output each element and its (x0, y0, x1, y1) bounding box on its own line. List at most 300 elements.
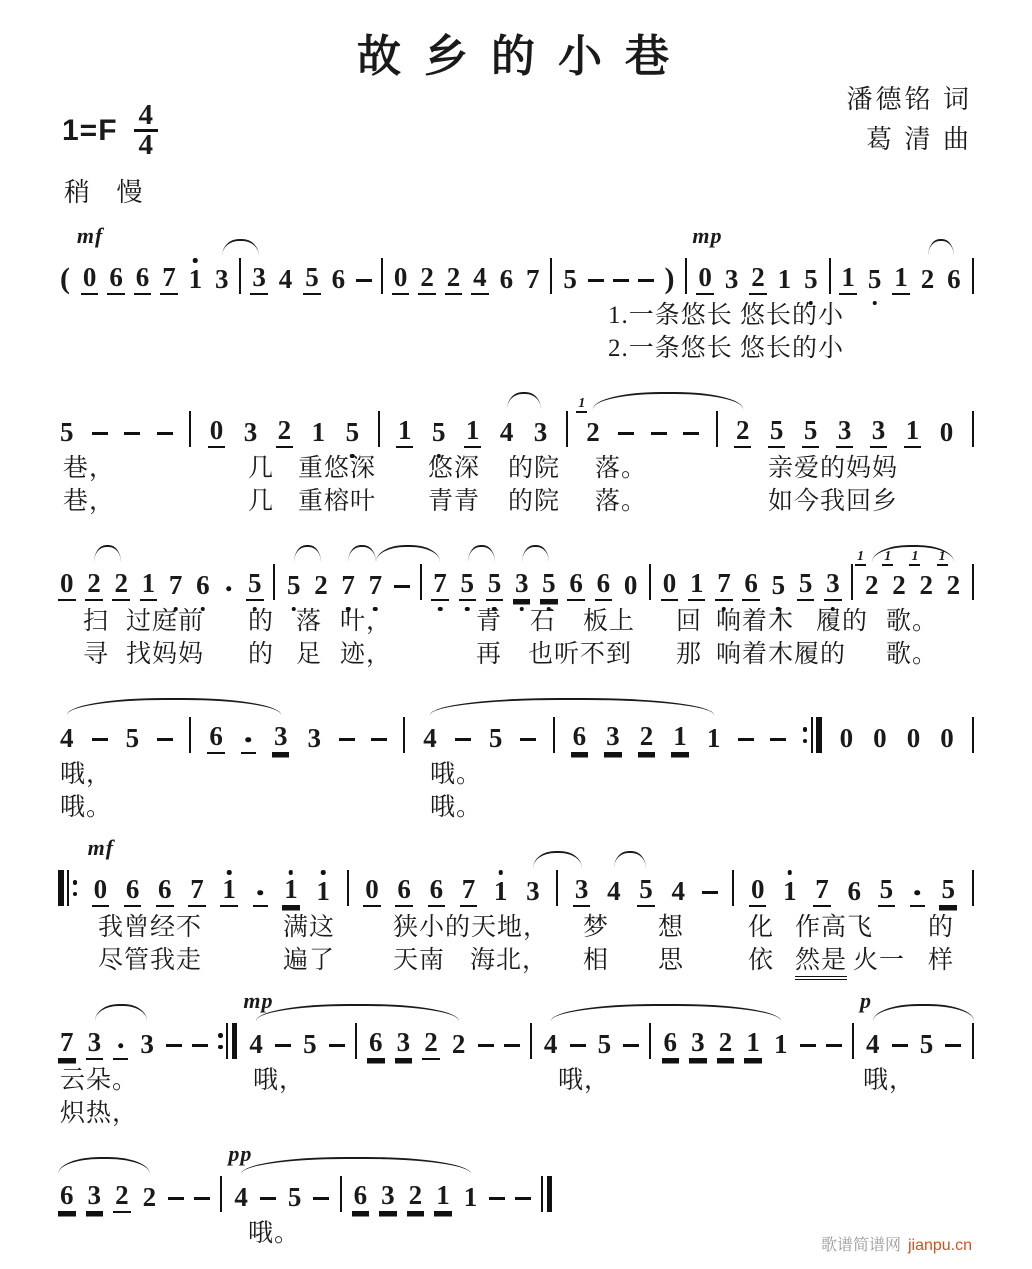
barline (273, 563, 275, 601)
note-glyph: 0 (661, 567, 679, 601)
repeat-start-barline (58, 869, 77, 907)
note-glyph (489, 1197, 505, 1201)
lyric-segment: 相 (583, 947, 610, 974)
barline (220, 1175, 222, 1213)
dash-note (651, 410, 667, 448)
note-2 (450, 1022, 468, 1060)
note-1 (892, 257, 910, 295)
note-glyph: 3 (379, 1179, 397, 1213)
note-5 (878, 869, 896, 907)
note-glyph: 7 (168, 570, 183, 600)
note-7 (339, 563, 357, 601)
note-glyph: 1 (464, 414, 482, 448)
dash-note (638, 257, 654, 295)
note-glyph (92, 432, 108, 436)
note-glyph: 5 (345, 417, 360, 447)
system (58, 1139, 974, 1246)
note-0 (208, 410, 226, 448)
note-glyph (313, 1197, 329, 1201)
lyric-segment: 梦 (583, 914, 610, 941)
barline (972, 410, 974, 448)
lyric-row (58, 295, 974, 328)
note-7 (58, 1022, 76, 1060)
note-5 (303, 257, 321, 295)
lyric-row (58, 754, 974, 787)
note-glyph: 6 (58, 1179, 76, 1213)
note-6 (134, 257, 152, 295)
token-row (58, 1141, 553, 1213)
note-glyph: 4 (278, 264, 293, 294)
note-glyph (329, 1044, 345, 1048)
note-glyph (166, 1044, 182, 1048)
repeat-end-barline (803, 716, 822, 754)
lyric-segment: 云朵。 (60, 1067, 139, 1094)
dot-note (241, 716, 256, 754)
note-glyph: 6 (156, 873, 174, 907)
note-3 (379, 1175, 397, 1213)
dash-note (892, 1022, 908, 1060)
note-4 (605, 869, 623, 907)
dash-note (515, 1175, 531, 1213)
note-6 (595, 563, 613, 601)
token-row (58, 988, 974, 1060)
note-glyph: 2 (276, 414, 294, 448)
lyric-segment: 的 (928, 914, 955, 941)
barline (239, 257, 241, 295)
note-glyph: 6 (595, 567, 613, 601)
note-1 (492, 869, 510, 907)
lyric-segment: 1.一条悠长 悠长的小 (608, 302, 845, 329)
note-glyph (92, 738, 108, 742)
note-glyph: 3 (140, 1029, 154, 1059)
note-glyph: 7 (526, 264, 540, 294)
note-7 (460, 869, 478, 907)
system (58, 374, 974, 514)
note-1 (282, 869, 300, 907)
note-5 (344, 410, 362, 448)
note-0 (938, 410, 956, 448)
barline (553, 716, 555, 754)
note-5 (286, 1175, 304, 1213)
note-glyph: 2 (85, 567, 103, 601)
dynamic-marking: mf (76, 223, 104, 248)
note-3 (870, 410, 888, 448)
note-glyph: 4 (866, 1029, 880, 1059)
lyric-segment: 然是 (795, 940, 847, 980)
note-0 (838, 716, 856, 754)
barline (530, 1022, 532, 1060)
note-glyph: 1 (839, 261, 857, 295)
token-row (58, 549, 974, 601)
note-5 (58, 410, 76, 448)
note-2 (911, 549, 935, 601)
note-glyph: 3 (243, 417, 258, 447)
note-glyph (613, 279, 629, 283)
note-glyph: 3 (526, 876, 540, 906)
system (58, 680, 974, 820)
lyric-segment: 足 (296, 641, 323, 668)
note-glyph: 0 (363, 873, 381, 907)
lyric-segment: 悠深 (428, 455, 481, 482)
slur-arc (430, 698, 714, 715)
note-glyph (194, 1197, 210, 1201)
note-glyph: 6 (742, 567, 760, 601)
note-glyph (588, 279, 604, 283)
note-glyph: 3 (250, 261, 268, 295)
lyric-segment: 青青 (428, 488, 481, 515)
note-glyph: 1 (744, 1026, 762, 1060)
note-glyph: 7 (715, 567, 733, 601)
note-6 (156, 869, 174, 907)
note-1 (705, 716, 723, 754)
note-glyph: 3 (573, 873, 591, 907)
note-1 (314, 869, 332, 907)
barline (355, 1022, 357, 1060)
note-3 (532, 410, 550, 448)
note-4 (228, 1141, 253, 1213)
system (58, 527, 974, 667)
note-6 (207, 716, 225, 754)
lyric-segment: 几 (248, 455, 275, 482)
dash-note (92, 716, 108, 754)
note-2 (919, 257, 937, 295)
note-2 (113, 1175, 131, 1213)
system (58, 833, 974, 973)
octave-dot-high (498, 870, 503, 875)
note-glyph: 4 (543, 1029, 558, 1059)
slur-arc (872, 545, 954, 562)
lyric-segment: 我曾经不 (98, 914, 203, 941)
dynamic-marking: p (860, 988, 872, 1013)
note-glyph: 3 (86, 1026, 104, 1060)
note-1 (396, 410, 414, 448)
note-glyph: 4 (60, 723, 74, 753)
note-4 (542, 1022, 560, 1060)
watermark-link[interactable]: jianpu.cn (907, 1237, 972, 1254)
note-glyph: 2 (314, 570, 328, 600)
note-glyph (192, 1044, 208, 1048)
note-glyph: 5 (286, 570, 301, 600)
note-3 (86, 1175, 104, 1213)
note-glyph: 0 (392, 261, 410, 295)
lyric-segment: 海北， (470, 947, 549, 974)
note-1 (776, 257, 794, 295)
barline (566, 410, 568, 448)
note-glyph: 5 (246, 567, 264, 601)
note-5 (124, 716, 142, 754)
lyric-segment: 满这 (283, 914, 336, 941)
lyric-segment: 响着木履的 (716, 641, 847, 668)
note-2 (85, 563, 103, 601)
note-glyph: 4 (671, 876, 685, 906)
note-glyph: 5 (797, 567, 815, 601)
note-5 (768, 410, 786, 448)
dash-note (613, 257, 629, 295)
note-3 (524, 869, 542, 907)
note-glyph: 1 (493, 876, 508, 906)
note-glyph: 1 (777, 264, 792, 294)
slur-arc (551, 1004, 781, 1021)
music-line (58, 221, 974, 295)
note-glyph: 1 (188, 264, 203, 294)
note-glyph: 3 (513, 567, 531, 601)
lyric-segment: 狭小的天地， (393, 914, 550, 941)
barline (649, 563, 651, 601)
credits (846, 80, 972, 160)
note-glyph: 5 (125, 723, 140, 753)
note-glyph: 2 (920, 264, 935, 294)
dynamic-marking: pp (228, 1141, 253, 1166)
note-glyph (702, 891, 718, 895)
note-glyph: 6 (367, 1026, 385, 1060)
open-paren (58, 257, 72, 295)
final-barline (541, 1175, 552, 1213)
note-glyph: 2 (113, 1179, 131, 1213)
lyric-segment: 炽热， (60, 1100, 139, 1127)
barline (972, 869, 974, 907)
slur-arc (348, 545, 376, 562)
dash-note (339, 716, 355, 754)
note-0 (622, 563, 640, 601)
note-4 (471, 257, 489, 295)
note-glyph: 5 (804, 264, 818, 294)
note-glyph: 0 (873, 723, 887, 753)
note-1 (744, 1022, 762, 1060)
note-glyph: 3 (395, 1026, 413, 1060)
note-glyph: 2 (638, 720, 656, 754)
note-1 (140, 563, 158, 601)
note-glyph: 2 (451, 1029, 466, 1059)
music-line (58, 680, 974, 754)
meta-row (58, 86, 974, 172)
dash-note (945, 1022, 961, 1060)
note-glyph: ) (664, 262, 675, 295)
dash-note (166, 1022, 182, 1060)
note-glyph: 5 (939, 873, 957, 907)
note-glyph: 1 (892, 261, 910, 295)
note-glyph: 6 (134, 261, 152, 295)
note-glyph: 6 (395, 873, 413, 907)
note-7 (715, 563, 733, 601)
note-0 (392, 257, 410, 295)
note-glyph: 0 (92, 873, 110, 907)
dynamic-marking: mp (243, 988, 274, 1013)
note-glyph: ( (60, 262, 70, 295)
dash-note (702, 869, 718, 907)
note-glyph (157, 738, 173, 742)
note-7 (188, 869, 206, 907)
note-3 (306, 716, 324, 754)
lyric-segment: 哦， (863, 1067, 916, 1094)
note-glyph: 0 (940, 723, 954, 753)
token-row (58, 223, 974, 295)
note-glyph (683, 432, 699, 436)
note-glyph: 2 (445, 261, 463, 295)
note-1 (781, 869, 799, 907)
note-2 (112, 563, 130, 601)
note-4 (498, 410, 516, 448)
note-glyph: 3 (272, 720, 290, 754)
barline (972, 716, 974, 754)
note-glyph (892, 1044, 908, 1048)
note-glyph: 6 (499, 264, 514, 294)
note-glyph: 3 (604, 720, 622, 754)
note-glyph: 0 (623, 570, 638, 600)
lyric-segment: 响着木 (716, 608, 795, 635)
lyric-segment: 石 (530, 608, 557, 635)
note-1 (772, 1022, 790, 1060)
note-glyph (520, 738, 536, 742)
slur-arc (593, 392, 743, 409)
note-glyph: 2 (749, 261, 767, 295)
note-1 (220, 869, 238, 907)
slur-arc (533, 851, 582, 868)
note-3 (689, 1022, 707, 1060)
note-6 (845, 869, 863, 907)
score (58, 221, 974, 1246)
note-2 (141, 1175, 159, 1213)
note-2 (407, 1175, 425, 1213)
note-glyph: 3 (86, 1179, 104, 1213)
note-2 (276, 410, 294, 448)
note-glyph (945, 1044, 961, 1048)
note-2 (884, 549, 908, 601)
note-glyph (515, 1197, 531, 1201)
note-5 (637, 869, 655, 907)
lyric-row (58, 907, 974, 940)
note-glyph: 1 (282, 873, 300, 907)
slur-arc (241, 1157, 471, 1174)
lyric-row (58, 787, 974, 820)
note-glyph: 0 (696, 261, 714, 295)
barline (829, 257, 831, 295)
note-1 (839, 257, 857, 295)
note-2 (857, 549, 881, 601)
note-7 (431, 563, 449, 601)
lyric-segment: 哦， (60, 761, 113, 788)
composer-credit: 葛 清 曲 (865, 125, 972, 154)
note-glyph: 5 (287, 1182, 302, 1212)
note-glyph (800, 1044, 816, 1048)
dash-note (588, 257, 604, 295)
note-glyph: 2 (717, 1026, 735, 1060)
note-6 (107, 257, 125, 295)
lyric-row (58, 481, 974, 514)
slur-arc (614, 851, 646, 868)
lyric-segment: 重榕叶 (298, 488, 377, 515)
note-5 (802, 410, 820, 448)
note-5 (797, 563, 815, 601)
lyric-segment: 几 (248, 488, 275, 515)
note-glyph (113, 1026, 128, 1060)
note-3 (395, 1022, 413, 1060)
note-6 (498, 257, 516, 295)
note-glyph: 4 (499, 417, 514, 447)
lyric-segment: 遍了 (283, 947, 336, 974)
note-3 (824, 563, 842, 601)
note-0 (938, 716, 956, 754)
note-glyph: 1 (140, 567, 158, 601)
dash-note (371, 716, 387, 754)
lyric-segment: 尽管我走 (98, 947, 203, 974)
grace-note: 1 (857, 549, 864, 564)
barline (189, 410, 191, 448)
note-glyph (371, 738, 387, 742)
lyric-segment: 扫 (83, 608, 110, 635)
note-glyph: 2 (407, 1179, 425, 1213)
lyric-segment: 落 (296, 608, 323, 635)
slur-arc (67, 698, 281, 715)
lyric-segment: 也听不到 (528, 641, 633, 668)
note-3 (213, 257, 231, 295)
lyric-segment: 巷， (63, 455, 116, 482)
lyric-segment: 回 (676, 608, 703, 635)
note-glyph: 1 (396, 414, 414, 448)
note-1 (688, 563, 706, 601)
note-glyph: 7 (341, 570, 355, 600)
note-glyph: 7 (160, 261, 178, 295)
note-glyph: 5 (768, 414, 786, 448)
note-7 (160, 257, 178, 295)
barline (189, 716, 191, 754)
barline (851, 563, 853, 601)
key-signature (62, 99, 158, 161)
note-4 (421, 716, 439, 754)
lyric-segment: 落。 (595, 455, 648, 482)
note-3 (86, 1022, 104, 1060)
meter-numerator: 4 (134, 102, 159, 132)
note-glyph: 5 (488, 723, 503, 753)
dash-note (738, 716, 754, 754)
dash-note (618, 410, 634, 448)
barline (972, 257, 974, 295)
note-5 (918, 1022, 936, 1060)
barline (556, 869, 558, 907)
music-line (58, 374, 974, 448)
note-glyph (623, 1044, 639, 1048)
note-glyph: 6 (124, 873, 142, 907)
note-glyph: 1 (774, 1029, 788, 1059)
system (58, 221, 974, 361)
note-6 (58, 1175, 76, 1213)
dash-note (124, 410, 140, 448)
note-5 (596, 1022, 614, 1060)
lyric-row (58, 448, 974, 481)
note-3 (723, 257, 741, 295)
octave-dot-high (289, 870, 294, 875)
lyric-segment: 的院 (508, 455, 561, 482)
note-glyph: 1 (316, 876, 330, 906)
note-1 (310, 410, 328, 448)
note-2 (734, 410, 752, 448)
note-4 (243, 988, 274, 1060)
dash-note (683, 410, 699, 448)
barline (649, 1022, 651, 1060)
page-title: 故 乡 的 小 巷 (357, 32, 675, 81)
barline (716, 410, 718, 448)
note-glyph: 4 (249, 1029, 263, 1059)
slur-arc (522, 545, 549, 562)
lyric-segment: 哦。 (248, 1220, 301, 1247)
lyric-segment: 找妈妈 (126, 641, 205, 668)
note-glyph: 0 (58, 567, 76, 601)
note-glyph: 0 (81, 261, 99, 295)
note-glyph: 3 (307, 723, 321, 753)
key-tonic: 1=F (62, 113, 118, 147)
dash-note (157, 410, 173, 448)
slur-arc (468, 545, 495, 562)
dash-note (770, 716, 786, 754)
